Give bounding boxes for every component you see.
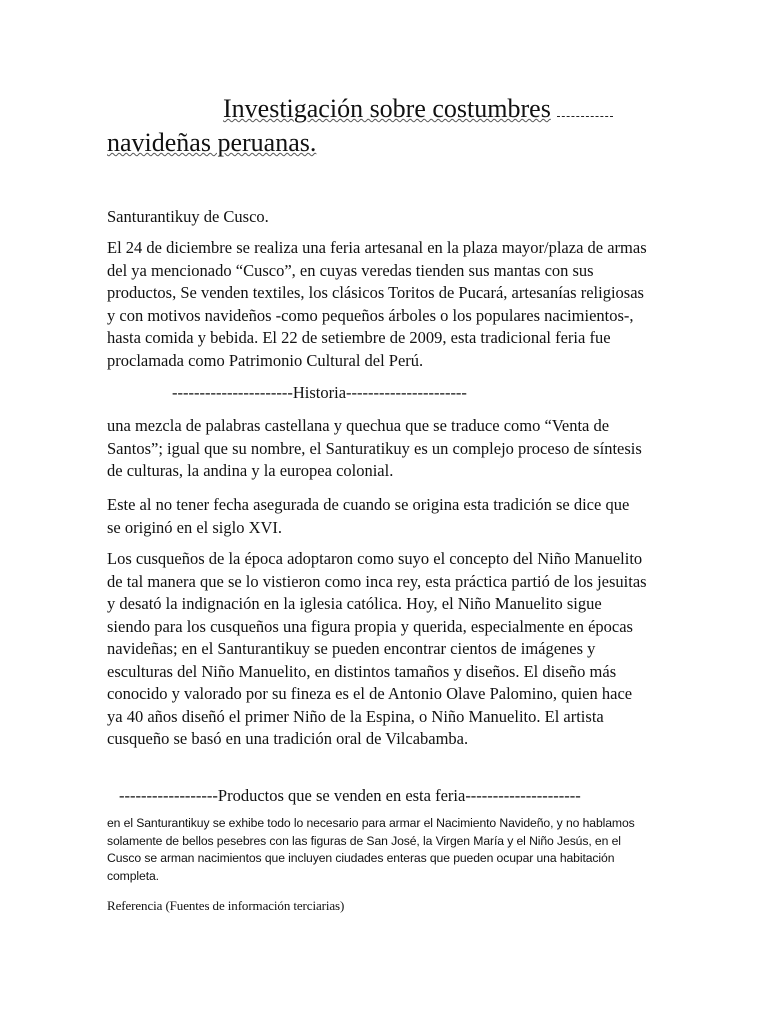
section-subtitle: Santurantikuy de Cusco.: [107, 207, 269, 226]
document-title: [107, 92, 667, 160]
title-line-1: Investigación sobre costumbres: [223, 94, 551, 123]
reference-line: Referencia (Fuentes de información terciarias): [107, 898, 345, 913]
title-dashed-underline: [557, 98, 613, 117]
paragraph-feria: El 24 de diciembre se realiza una feria artesanal en la plaza mayor/plaza de armas del ya mencionado “Cusco”, en cuyas veredas tienden sus mantas con sus productos, Se venden textiles, los clásicos Toritos de Pucará, artesanías religiosas y con motivos navideños -como pequeños árboles o los populares nacimientos-, hasta comida y bebida. El 22 de setiembre de 2009, esta tradicional feria fue proclamada como Patrimonio Cultural del Perú.: [107, 238, 647, 370]
title-line-2: navideñas peruanas.: [107, 128, 317, 157]
section-heading-historia: ----------------------Historia----------------------: [172, 383, 467, 402]
paragraph-nino-manuelito: Los cusqueños de la época adoptaron como suyo el concepto del Niño Manuelito de tal manera que se lo vistieron como inca rey, esta práctica partió de los jesuitas y desató la indignación en la iglesia católica. Hoy, el Niño Manuelito sigue siendo para los cusqueños una figura propia y querida, especialmente en épocas navideñas; en el Santurantikuy se pueden encontrar cientos de imágenes y esculturas del Niño Manuelito, en distintos tamaños y diseños. El diseño más conocido y valorado por su fineza es el de Antonio Olave Palomino, quien hace ya 40 años diseñó el primer Niño de la Espina, o Niño Manuelito. El artista cusqueño se basó en una tradición oral de Vilcabamba.: [107, 549, 647, 748]
paragraph-origen: Este al no tener fecha asegurada de cuando se origina esta tradición se dice que se originó en el siglo XVI.: [107, 495, 630, 537]
paragraph-mezcla: una mezcla de palabras castellana y quechua que se traduce como “Venta de Santos”; igual que su nombre, el Santuratikuy es un complejo proceso de síntesis de culturas, la andina y la europea colonial.: [107, 416, 642, 480]
paragraph-productos: en el Santurantikuy se exhibe todo lo necesario para armar el Nacimiento Navideño, y no hablamos solamente de bellos pesebres con las figuras de San José, la Virgen María y el Niño Jesús, en el Cusco se arman nacimientos que incluyen ciudades enteras que pueden ocupar una habitación completa.: [107, 816, 635, 883]
section-heading-productos: ------------------Productos que se venden en esta feria---------------------: [119, 786, 581, 805]
